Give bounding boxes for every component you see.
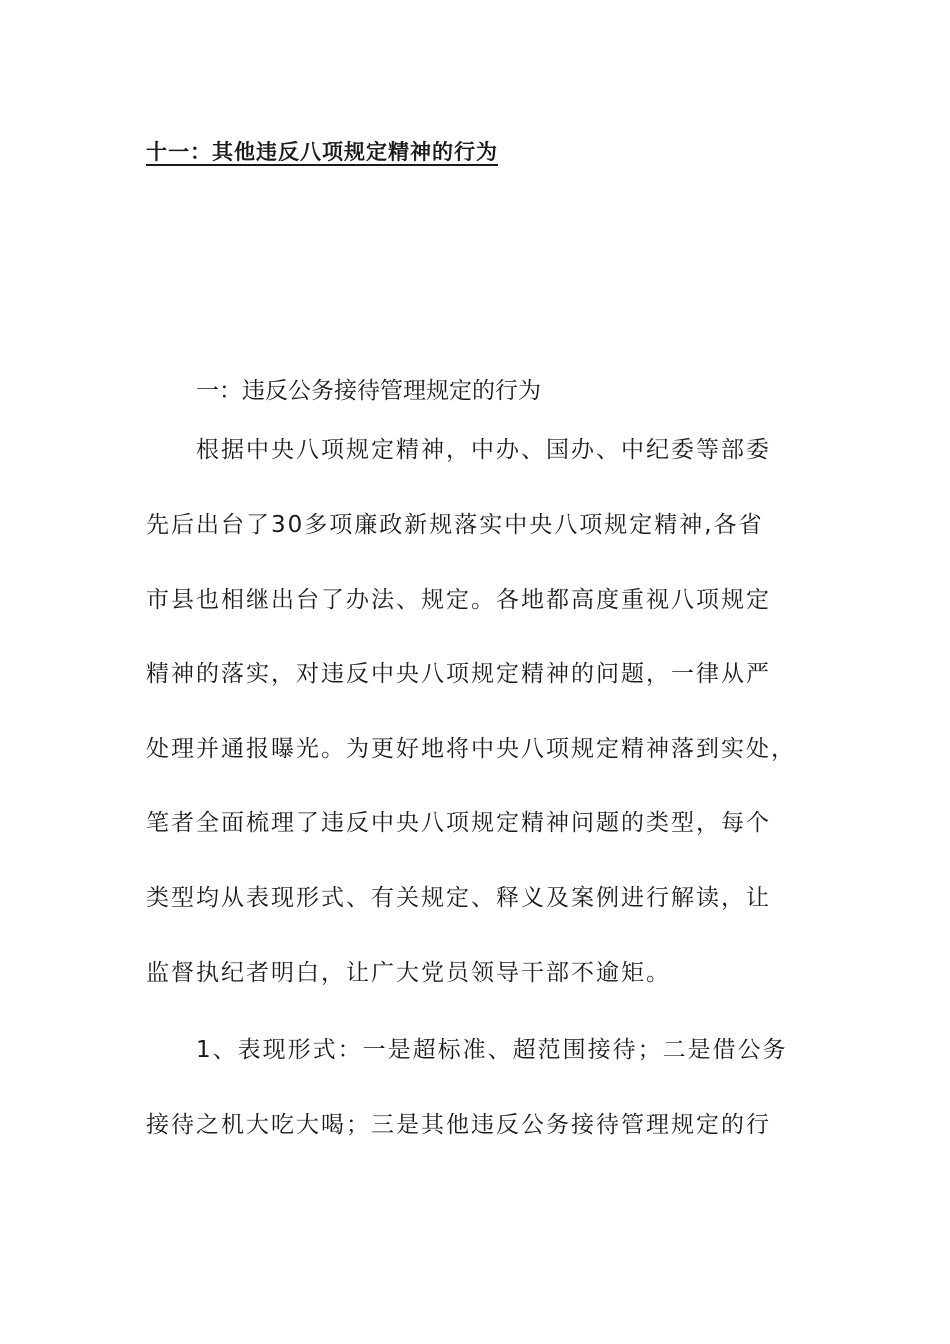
paragraph-line: 先后出台了30多项廉政新规落实中央八项规定精神,各省 (146, 512, 764, 538)
paragraph-line: 监督执纪者明白，让广大党员领导干部不逾矩。 (146, 960, 671, 986)
page-title: 十一：其他违反八项规定精神的行为 (146, 139, 498, 164)
paragraph-line: 精神的落实，对违反中央八项规定精神的问题，一律从严 (146, 661, 771, 687)
paragraph-line: 根据中央八项规定精神，中办、国办、中纪委等部委 (196, 437, 771, 463)
paragraph-line: 市县也相继出台了办法、规定。各地都高度重视八项规定 (146, 587, 771, 613)
paragraph-line: 处理并通报曝光。为更好地将中央八项规定精神落到实处， (146, 736, 796, 762)
section-heading: 一：违反公务接待管理规定的行为 (196, 378, 541, 404)
paragraph-line: 1、表现形式：一是超标准、超范围接待；二是借公务 (196, 1037, 788, 1063)
paragraph-line: 笔者全面梳理了违反中央八项规定精神问题的类型，每个 (146, 810, 771, 836)
paragraph-line: 类型均从表现形式、有关规定、释义及案例进行解读，让 (146, 885, 771, 911)
paragraph-line: 接待之机大吃大喝；三是其他违反公务接待管理规定的行 (146, 1112, 771, 1138)
